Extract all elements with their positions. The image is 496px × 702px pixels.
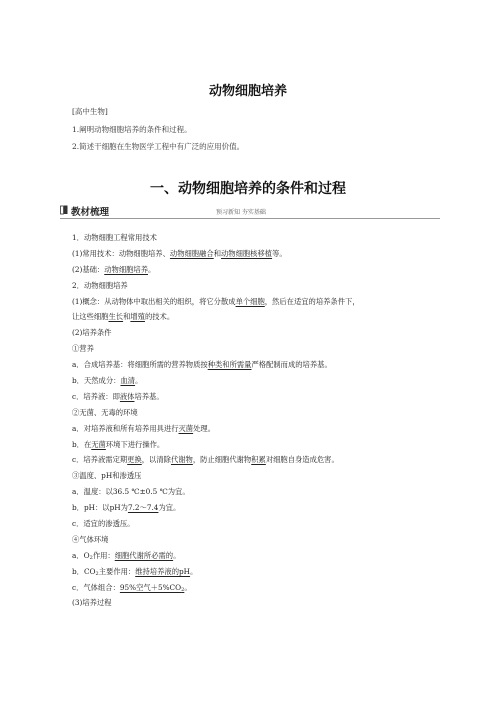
text-span: 95%空气＋5%CO — [119, 582, 182, 592]
underlined-answer: 细胞代谢所必需的 — [114, 550, 174, 560]
text-line — [72, 262, 432, 278]
subject-tag: [高中生物] — [72, 107, 108, 116]
text-line — [72, 548, 432, 564]
subscript: 2 — [89, 554, 93, 561]
text-line: (3)培养过程 — [72, 598, 112, 608]
underlined-answer: 动物细胞核移植 — [220, 248, 273, 258]
text-span: (1)概念：从动物体中取出相关的组织，将它分散成 — [72, 296, 236, 306]
section-heading: 一、动物细胞培养的条件和过程 — [150, 181, 346, 197]
text-span: a．O — [72, 550, 90, 560]
text-line — [72, 500, 432, 516]
underlined-answer: 液体 — [119, 391, 135, 401]
underlined-answer: 无菌 — [91, 439, 106, 449]
underlined-answer: 维持培养液的pH — [135, 566, 191, 576]
text-line: ④气体环境 — [72, 534, 109, 544]
text-span: 。 — [135, 376, 143, 386]
underlined-answer: 增殖 — [130, 312, 145, 322]
subscript: 2 — [95, 570, 99, 577]
text-span: ，防止细胞代谢物 — [192, 455, 252, 465]
text-span: c．气体组合： — [72, 582, 120, 592]
text-span: 。 — [148, 264, 156, 274]
text-line — [72, 357, 432, 373]
text-span: 处理。 — [193, 423, 215, 433]
text-span: 等。 — [272, 248, 287, 258]
text-span: (1)常用技术：动物细胞培养、 — [72, 248, 170, 258]
text-span: ，然后在适宜的培养条件下， — [264, 296, 360, 306]
text-span: a．合成培养基：将细胞所需的营养物质按 — [72, 360, 208, 370]
heading-line: 2．动物细胞培养 — [72, 280, 128, 290]
text-span: c．培养液需定期 — [72, 455, 128, 465]
underlined-answer: 代谢物 — [170, 455, 193, 465]
text-span: 让这些细胞 — [72, 312, 109, 322]
underlined-answer: 动物细胞培养 — [104, 264, 149, 274]
text-span: 和 — [123, 312, 131, 322]
text-line: ①营养 — [72, 344, 94, 354]
subscript: 2 — [181, 586, 185, 593]
text-line — [72, 294, 432, 310]
book-icon — [60, 205, 68, 215]
text-line — [72, 564, 432, 580]
text-span: a．对培养液和所有培养用具进行 — [72, 423, 179, 433]
text-line — [72, 309, 432, 325]
underlined-answer: 种类和所需量 — [207, 360, 252, 370]
heading-line: 1．动物细胞工程常用技术 — [72, 233, 157, 242]
text-span: 作用： — [92, 550, 115, 560]
text-span: b．CO — [72, 566, 96, 576]
text-span: 。 — [184, 582, 192, 592]
section-divider — [60, 218, 440, 219]
text-line — [72, 246, 432, 262]
underlined-answer: 灭菌 — [178, 423, 194, 433]
section-header-bar — [60, 204, 440, 218]
text-span: 。 — [173, 550, 181, 560]
text-span: 主要作用： — [98, 566, 136, 576]
text-span: 的技术。 — [144, 312, 175, 322]
text-line: ②无菌、无毒的环境 — [72, 407, 138, 417]
text-line — [72, 580, 432, 596]
text-span: c．培养液：即 — [72, 391, 120, 401]
text-line: a．温度：以36.5 ℃±0.5 ℃为宜。 — [72, 487, 190, 497]
text-line — [72, 437, 432, 453]
section-subtitle: 预习新知 夯实基础 — [216, 209, 266, 216]
underlined-answer: 更换 — [127, 455, 142, 465]
text-span: b．天然成分： — [72, 376, 121, 386]
text-span: 环境下进行操作。 — [105, 439, 165, 449]
text-line: c．适宜的渗透压。 — [72, 519, 135, 529]
underlined-answer: 积累 — [251, 455, 266, 465]
underlined-answer: 生长 — [108, 312, 124, 322]
text-span: b．在 — [72, 439, 92, 449]
text-span: 培养基。 — [134, 391, 164, 401]
underlined-answer: 动物细胞融合 — [169, 248, 214, 258]
text-span: b．pH：以pH为 — [72, 503, 128, 513]
section-label: 教材梳理 — [71, 207, 110, 218]
text-line — [72, 452, 432, 468]
underlined-answer — [120, 583, 184, 592]
text-span: 。 — [190, 566, 198, 576]
text-span: (2)基础： — [72, 264, 105, 274]
text-line — [72, 389, 432, 405]
text-span: 对细胞自身造成危害。 — [265, 455, 339, 465]
text-line — [72, 373, 432, 389]
content-body — [72, 230, 432, 611]
learning-goal-1: 1.阐明动物细胞培养的条件和过程。 — [72, 125, 192, 134]
underlined-answer: 血清 — [120, 376, 136, 386]
page-title: 动物细胞培养 — [208, 84, 287, 99]
text-line: ③温度、pH和渗透压 — [72, 471, 142, 481]
underlined-answer: 7.2～7.4 — [127, 503, 159, 513]
text-line — [72, 421, 432, 437]
underlined-answer: 单个细胞 — [235, 296, 265, 306]
learning-goal-2: 2.简述干细胞在生物医学工程中有广泛的应用价值。 — [72, 142, 245, 151]
text-line: (2)培养条件 — [72, 328, 112, 338]
text-span: 和 — [213, 248, 221, 258]
text-span: ，以清除 — [141, 455, 171, 465]
text-span: 严格配制而成的培养基。 — [251, 360, 332, 370]
text-span: 为宜。 — [158, 503, 181, 513]
